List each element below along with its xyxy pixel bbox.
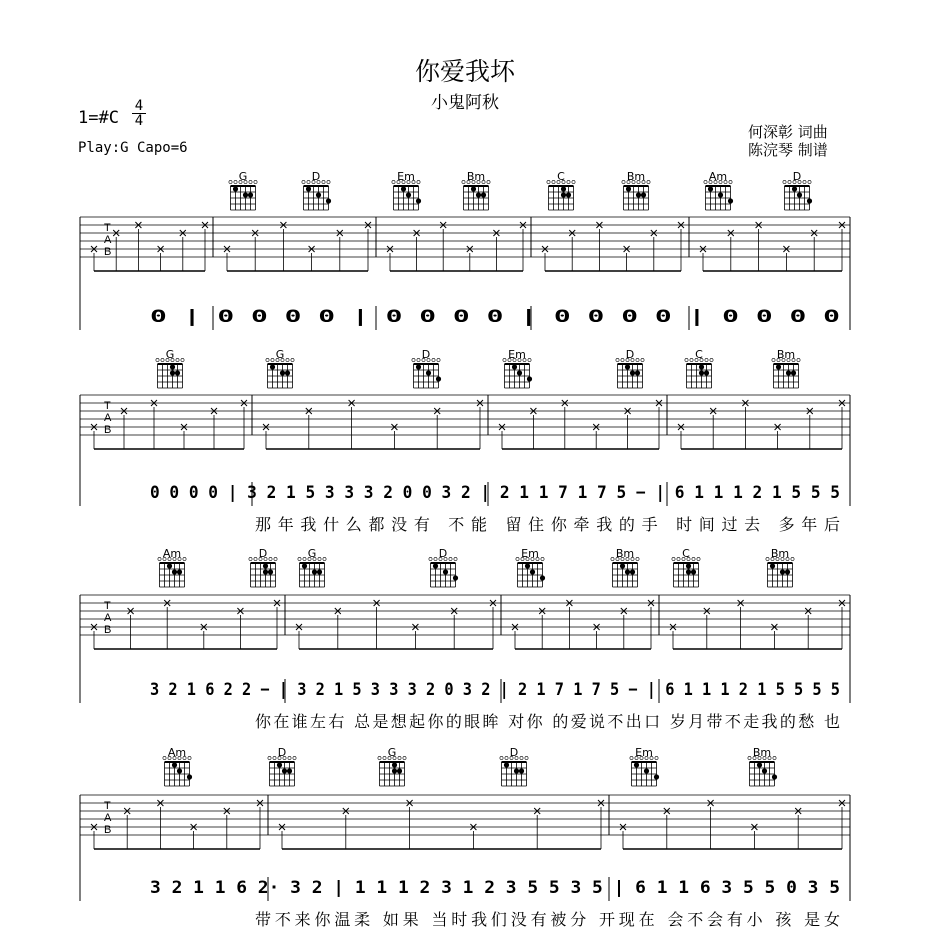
tab-clef-letter: T <box>104 600 111 612</box>
chord-finger-dot <box>175 370 180 375</box>
chord-finger-dot <box>625 364 630 369</box>
chord-finger-dot <box>686 569 691 574</box>
chord-name: G <box>387 746 397 759</box>
chord-finger-dot <box>630 569 635 574</box>
chord-finger-dot <box>625 569 630 574</box>
capo-info: Play:G Capo=6 <box>78 140 188 156</box>
tab-clef-letter: A <box>104 612 112 624</box>
chord-finger-dot <box>312 569 317 574</box>
time-signature-top: 4 <box>134 98 144 114</box>
arranger-credit: 陈浣琴 制谱 <box>748 141 828 159</box>
chord-finger-dot <box>635 370 640 375</box>
chord-finger-dot <box>268 569 273 574</box>
chord-finger-dot <box>519 768 524 773</box>
chord-finger-dot <box>248 192 253 197</box>
chord-name: Am <box>708 170 728 183</box>
chord-finger-dot <box>277 762 282 767</box>
chord-name: G <box>165 348 175 361</box>
chord-finger-dot <box>302 563 307 568</box>
chord-finger-dot <box>416 198 421 203</box>
chord-finger-dot <box>233 186 238 191</box>
chord-finger-dot <box>392 762 397 767</box>
chord-finger-dot <box>762 768 767 773</box>
chord-finger-dot <box>436 376 441 381</box>
chord-finger-dot <box>471 186 476 191</box>
chord-finger-dot <box>718 192 723 197</box>
tab-clef-letter: B <box>104 824 112 836</box>
chord-finger-dot <box>287 768 292 773</box>
chord-finger-dot <box>392 768 397 773</box>
chord-name: D <box>625 348 635 361</box>
chord-name: Bm <box>626 170 646 183</box>
chord-finger-dot <box>561 192 566 197</box>
lyrics-line: 你在谁左右 总是想起你的眼眸 对你 的爱说不出口 岁月带不走我的愁 也 <box>255 712 840 731</box>
chord-name: C <box>557 170 565 183</box>
chord-finger-dot <box>540 575 545 580</box>
jianpu-notation: 3 2 1 6 2 2 − | 3 2 1 5 3 3 3 2 0 3 2 | 2 1 7 1 7 5 − | 6 1 1 1 2 1 5 5 5 5 <box>150 680 840 700</box>
chord-finger-dot <box>177 569 182 574</box>
chord-finger-dot <box>177 768 182 773</box>
chord-name: Em <box>635 746 653 759</box>
chord-finger-dot <box>397 768 402 773</box>
lyrics-line: 那年我什么都没有 不能 留住你牵我的手 时间过去 多年后 <box>255 515 840 534</box>
chord-finger-dot <box>566 192 571 197</box>
chord-name: Am <box>162 547 182 560</box>
chord-name: D <box>277 746 287 759</box>
chord-finger-dot <box>187 774 192 779</box>
jianpu-notation: 0 0 0 0 | 3 2 1 5 3 3 3 2 0 0 3 2 | 2 1 1 7 1 7 5 − | 6 1 1 1 2 1 5 5 5 <box>150 483 840 503</box>
singer-name: 小鬼阿秋 <box>431 93 499 113</box>
chord-name: D <box>438 547 448 560</box>
chord-finger-dot <box>170 370 175 375</box>
chord-finger-dot <box>514 768 519 773</box>
chord-finger-dot <box>561 186 566 191</box>
song-title: 你爱我坏 <box>414 57 515 86</box>
chord-finger-dot <box>317 569 322 574</box>
lyrics-line: 带不来你温柔 如果 当时我们没有被分 开现在 会不会有小 孩 是女 <box>255 910 840 929</box>
chord-finger-dot <box>433 563 438 568</box>
chord-finger-dot <box>401 186 406 191</box>
chord-finger-dot <box>416 364 421 369</box>
chord-name: Bm <box>615 547 635 560</box>
tab-clef-letter: A <box>104 812 112 824</box>
chord-finger-dot <box>326 198 331 203</box>
chord-name: G <box>275 348 285 361</box>
chord-name: Em <box>521 547 539 560</box>
chord-finger-dot <box>644 768 649 773</box>
chord-finger-dot <box>776 364 781 369</box>
chord-finger-dot <box>270 364 275 369</box>
tab-clef-letter: A <box>104 412 112 424</box>
chord-finger-dot <box>641 192 646 197</box>
tab-clef-letter: T <box>104 222 111 234</box>
chord-name: Bm <box>776 348 796 361</box>
chord-finger-dot <box>453 575 458 580</box>
chord-finger-dot <box>654 774 659 779</box>
chord-finger-dot <box>620 563 625 568</box>
chord-finger-dot <box>243 192 248 197</box>
jianpu-notation: 0 | 0 0 0 0 | 0 0 0 0 | 0 0 0 0 | 0 0 0 0 <box>150 307 840 327</box>
chord-finger-dot <box>530 569 535 574</box>
jianpu-notation: 3 2 1 1 6 2· 3 2 | 1 1 1 2 3 1 2 3 5 5 3 5 | 6 1 1 6 3 5 5 0 3 5 <box>150 878 840 898</box>
chord-finger-dot <box>708 186 713 191</box>
chord-finger-dot <box>686 563 691 568</box>
chord-name: D <box>509 746 519 759</box>
chord-finger-dot <box>282 768 287 773</box>
chord-name: Am <box>167 746 187 759</box>
tab-clef-letter: A <box>104 234 112 246</box>
composer-credit: 何深彰 词曲 <box>748 123 828 141</box>
chord-name: G <box>238 170 248 183</box>
chord-finger-dot <box>316 192 321 197</box>
chord-finger-dot <box>306 186 311 191</box>
chord-finger-dot <box>426 370 431 375</box>
chord-finger-dot <box>263 563 268 568</box>
chord-name: D <box>311 170 321 183</box>
chord-finger-dot <box>512 364 517 369</box>
chord-finger-dot <box>704 370 709 375</box>
chord-finger-dot <box>527 376 532 381</box>
chord-finger-dot <box>476 192 481 197</box>
key-signature: 1=#C <box>78 108 119 128</box>
chord-finger-dot <box>691 569 696 574</box>
chord-name: D <box>258 547 268 560</box>
chord-finger-dot <box>728 198 733 203</box>
tab-clef-letter: B <box>104 246 112 258</box>
tab-clef-letter: B <box>104 424 112 436</box>
chord-finger-dot <box>481 192 486 197</box>
chord-finger-dot <box>791 370 796 375</box>
chord-finger-dot <box>280 370 285 375</box>
chord-name: C <box>695 348 703 361</box>
tab-clef-letter: T <box>104 800 111 812</box>
chord-finger-dot <box>525 563 530 568</box>
chord-name: C <box>682 547 690 560</box>
chord-finger-dot <box>780 569 785 574</box>
chord-finger-dot <box>172 762 177 767</box>
chord-finger-dot <box>504 762 509 767</box>
chord-finger-dot <box>406 192 411 197</box>
chord-name: Bm <box>770 547 790 560</box>
chord-finger-dot <box>785 569 790 574</box>
chord-name: Bm <box>466 170 486 183</box>
chord-finger-dot <box>757 762 762 767</box>
chord-finger-dot <box>636 192 641 197</box>
tab-clef-letter: T <box>104 400 111 412</box>
chord-name: D <box>792 170 802 183</box>
chord-finger-dot <box>770 563 775 568</box>
chord-finger-dot <box>517 370 522 375</box>
chord-name: G <box>307 547 317 560</box>
chord-name: Bm <box>752 746 772 759</box>
chord-finger-dot <box>772 774 777 779</box>
chord-finger-dot <box>634 762 639 767</box>
chord-finger-dot <box>263 569 268 574</box>
chord-finger-dot <box>285 370 290 375</box>
chord-name: Em <box>397 170 415 183</box>
chord-finger-dot <box>167 563 172 568</box>
chord-finger-dot <box>170 364 175 369</box>
chord-name: D <box>421 348 431 361</box>
chord-finger-dot <box>786 370 791 375</box>
tab-clef-letter: B <box>104 624 112 636</box>
chord-finger-dot <box>630 370 635 375</box>
chord-finger-dot <box>443 569 448 574</box>
chord-finger-dot <box>172 569 177 574</box>
chord-name: Em <box>508 348 526 361</box>
chord-finger-dot <box>792 186 797 191</box>
chord-finger-dot <box>699 364 704 369</box>
chord-finger-dot <box>699 370 704 375</box>
chord-finger-dot <box>626 186 631 191</box>
chord-finger-dot <box>797 192 802 197</box>
time-signature-bottom: 4 <box>134 113 144 129</box>
chord-finger-dot <box>807 198 812 203</box>
